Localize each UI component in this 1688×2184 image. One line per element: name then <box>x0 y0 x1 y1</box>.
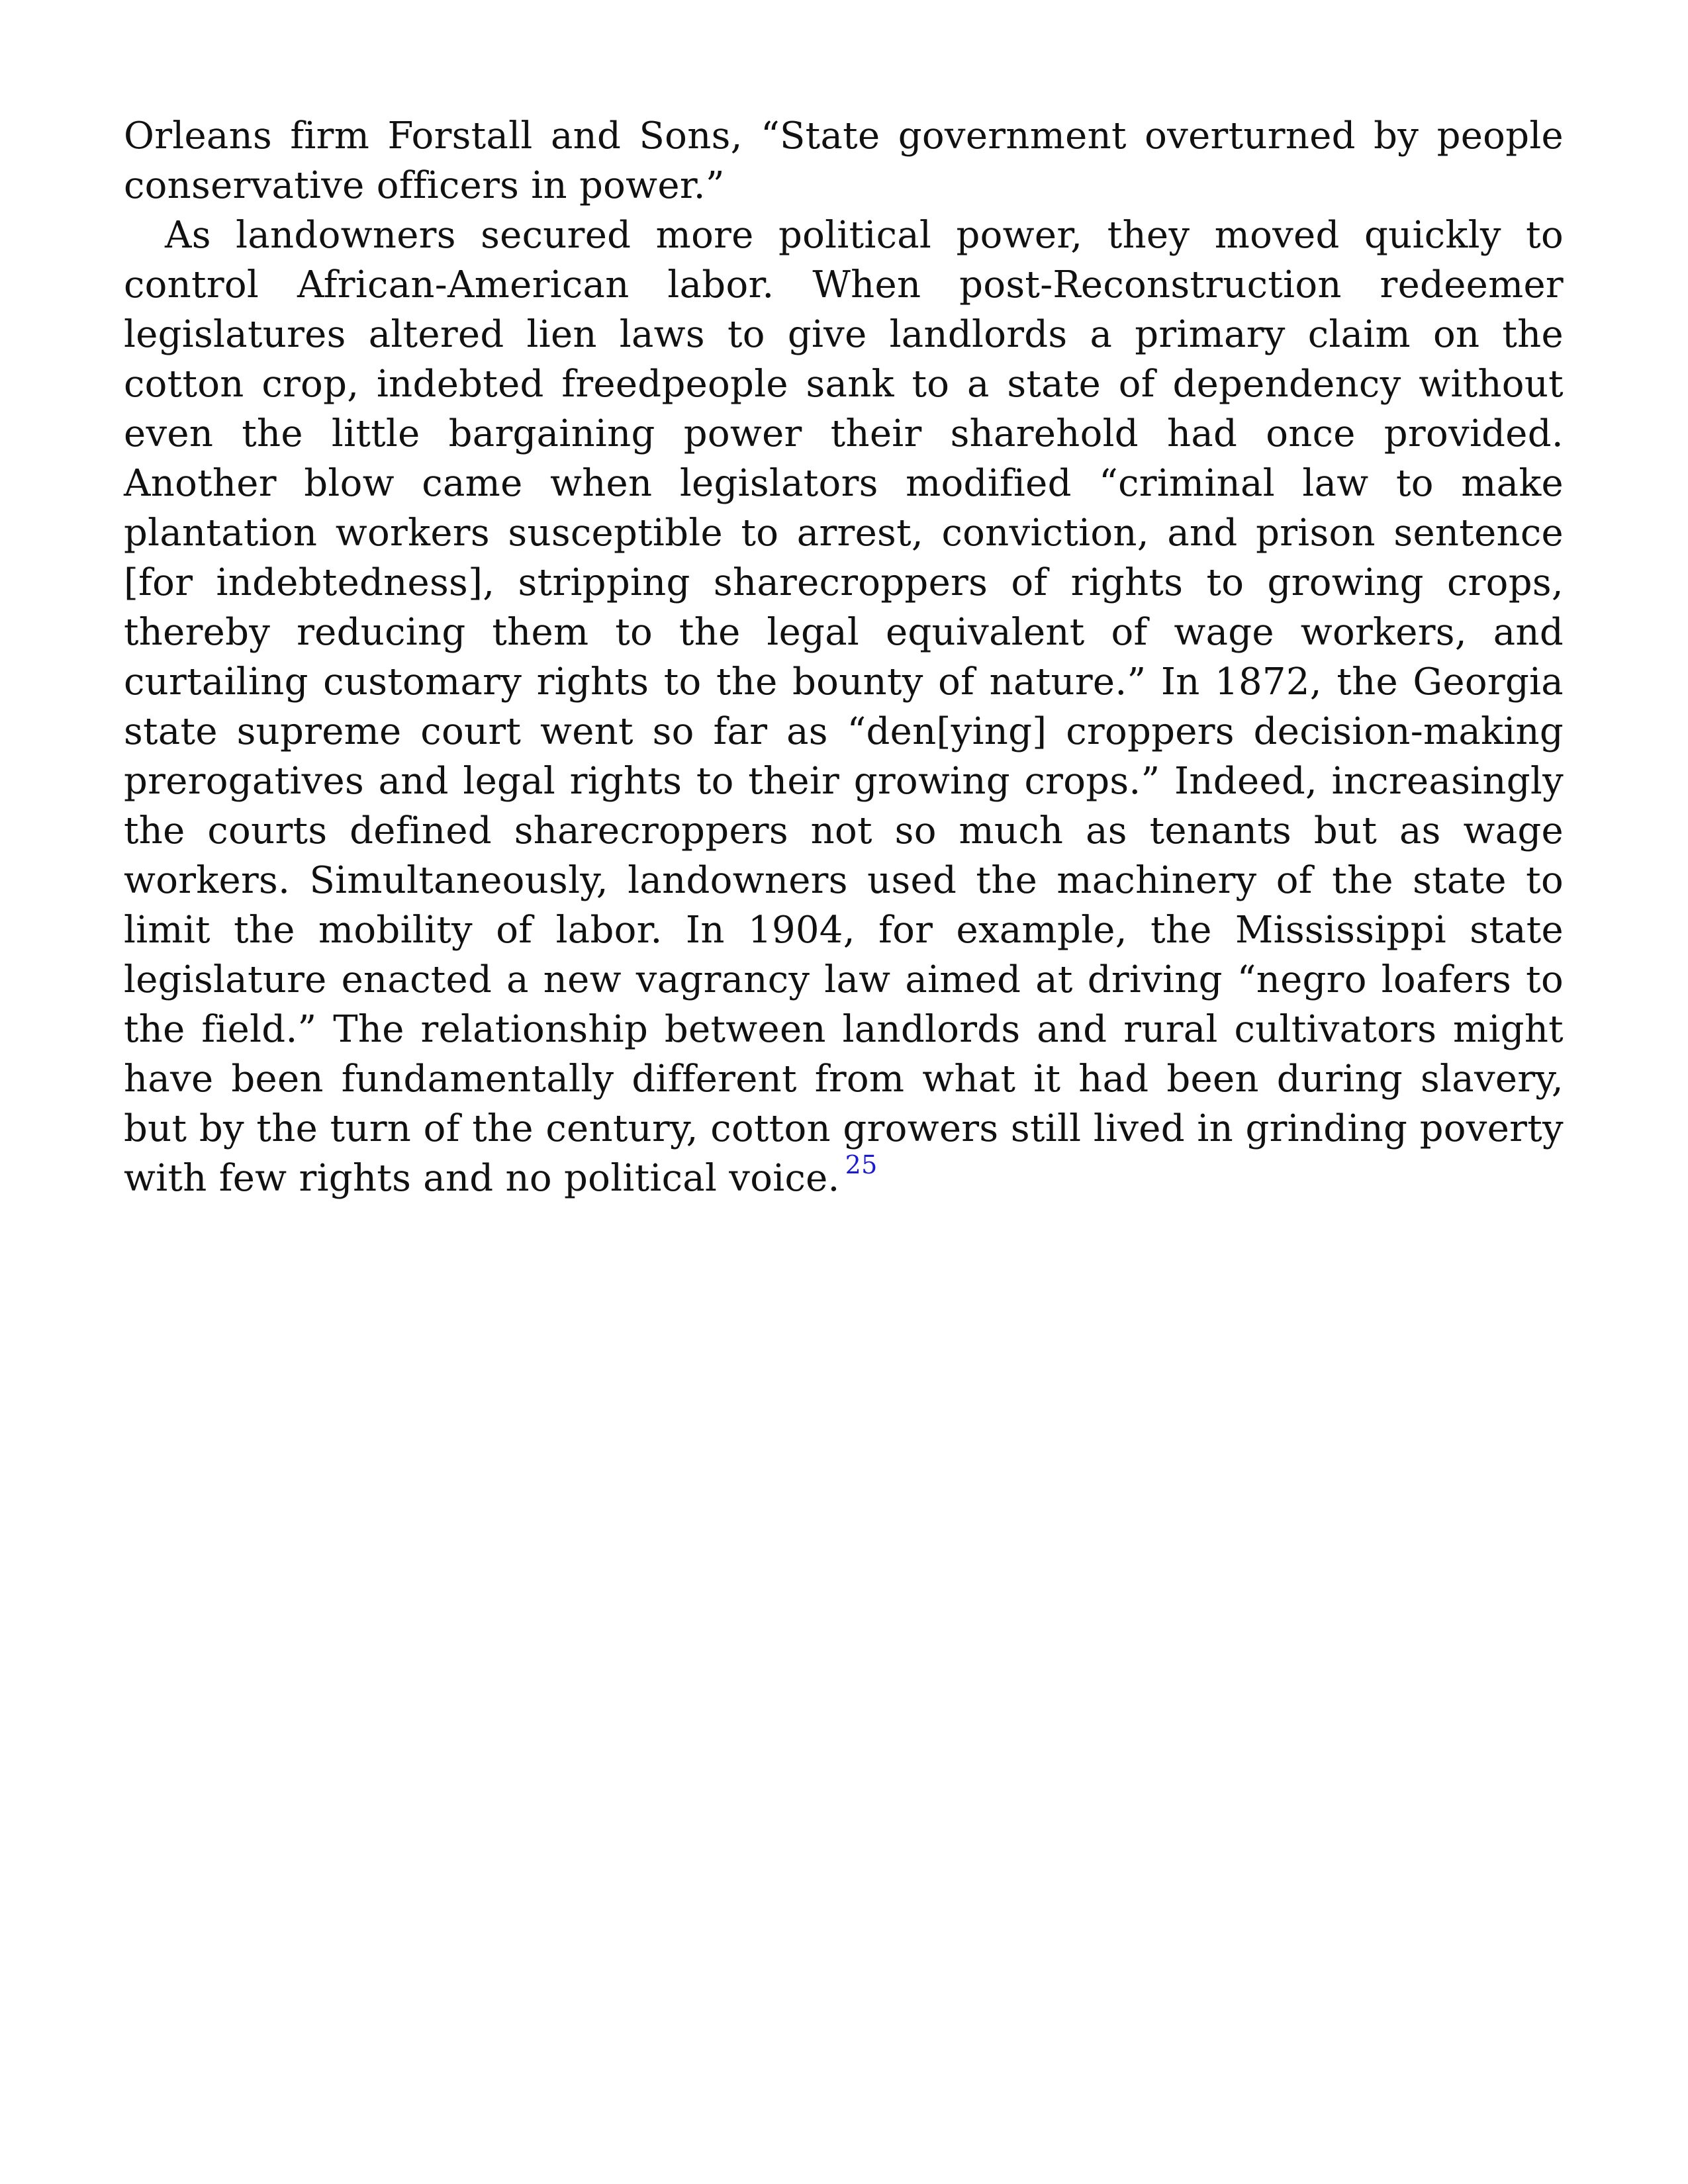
paragraph-continuation: Orleans firm Forstall and Sons, “State government overturned by people conservative officers in power.” <box>124 114 1564 207</box>
paragraph-main-text: As landowners secured more political power, they moved quickly to control African-American labor. When post-Reconstruction redeemer legislatures altered lien laws to give landlords a primary claim on the cotton crop, indebted freedpeople sank to a state of dependency without even the little bargaining power their sharehold had once provided. Another blow came when legislators modified “criminal law to make plantation workers susceptible to arrest, conviction, and prison sentence [for indebtedness], stripping sharecroppers of rights to growing crops, thereby reducing them to the legal equivalent of wage workers, and curtailing customary rights to the bounty of nature.” In 1872, the Georgia state supreme court went so far as “den[ying] croppers decision-making prerogatives and legal rights to their growing crops.” Indeed, increasingly the courts defined sharecroppers not so much as tenants but as wage workers. Simultaneously, landowners used the machinery of the state to limit the mobility of labor. In 1904, for example, the Mississippi state legislature enacted a new vagrancy law aimed at driving “negro loafers to the field.” The relationship between landlords and rural cultivators might have been fundamentally different from what it had been during slavery, but by the turn of the century, cotton growers still lived in grinding poverty with few rights and no political voice. <box>124 214 1564 1200</box>
paragraph-main <box>124 210 1564 1203</box>
footnote-reference-link[interactable]: 25 <box>845 1150 878 1179</box>
body-text <box>124 111 1564 1203</box>
